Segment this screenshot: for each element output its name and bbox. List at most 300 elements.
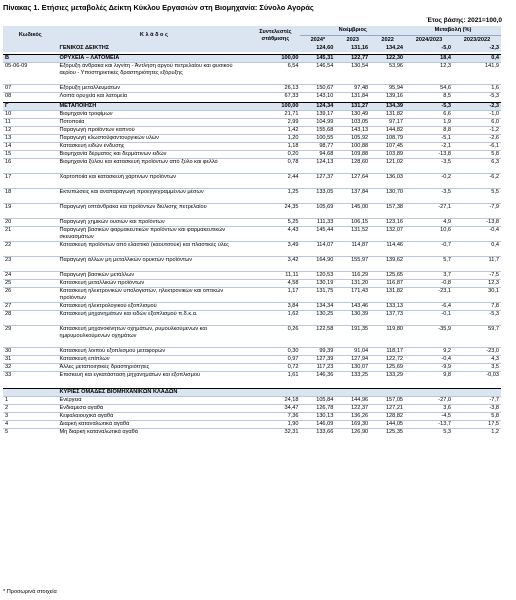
- cell-weight: 26,13: [250, 85, 300, 93]
- cell-2022: 139,62: [370, 257, 405, 272]
- cell-sector: Παραγωγή βασικών φαρμακευτικών προϊόντων και φαρμακευτικών σκευασμάτων: [57, 227, 250, 242]
- cell-change-2023-2022: 5,8: [453, 413, 501, 421]
- cell-2022: 122,30: [370, 55, 405, 63]
- cell-change-2024-2023: 3,7: [405, 272, 453, 280]
- cell-weight: 4,58: [250, 280, 300, 288]
- cell-change-2023-2022: -6,1: [453, 143, 501, 151]
- cell-change-2024-2023: 54,6: [405, 85, 453, 93]
- cell-weight: 11,11: [250, 272, 300, 280]
- cell-2022: 121,02: [370, 159, 405, 174]
- cell-2024: 99,39: [300, 348, 335, 356]
- cell-change-2023-2022: -0,4: [453, 227, 501, 242]
- cell-change-2023-2022: -2,6: [453, 135, 501, 143]
- cell-sector: Κατασκευή μεταλλικών προϊόντων: [57, 280, 250, 288]
- cell-2024: 124,60: [300, 45, 335, 52]
- header-2024-2023: 2024/2023: [405, 36, 453, 46]
- cell-sector: Διαρκή καταναλωτικά αγαθά: [57, 421, 250, 429]
- cell-2024: 100,55: [300, 135, 335, 143]
- cell-2023: 131,20: [335, 280, 370, 288]
- cell-change-2023-2022: [453, 389, 501, 397]
- cell-2024: 126,78: [300, 405, 335, 413]
- cell-2023: 131,27: [335, 103, 370, 111]
- cell-code: 14: [3, 143, 57, 151]
- cell-2024: 105,69: [300, 204, 335, 219]
- table-row: [3, 174, 501, 189]
- header-2023-2022: 2023/2022: [453, 36, 501, 46]
- cell-code: 20: [3, 219, 57, 227]
- cell-weight: 1,62: [250, 311, 300, 326]
- cell-code: 12: [3, 127, 57, 135]
- cell-change-2023-2022: 5,8: [453, 151, 501, 159]
- cell-2023: 127,64: [335, 174, 370, 189]
- cell-2023: 136,26: [335, 413, 370, 421]
- cell-change-2023-2022: -7,9: [453, 204, 501, 219]
- cell-2022: 128,82: [370, 413, 405, 421]
- cell-2024: 130,19: [300, 280, 335, 288]
- cell-2022: 139,16: [370, 93, 405, 101]
- cell-2023: 145,00: [335, 204, 370, 219]
- cell-2022: 125,69: [370, 364, 405, 372]
- cell-2022: 114,46: [370, 242, 405, 257]
- header-sector: Κ λ ά δ ο ς: [57, 26, 250, 45]
- cell-change-2024-2023: -0,1: [405, 311, 453, 326]
- table-row: [3, 159, 501, 174]
- cell-change-2023-2022: -2,3: [453, 45, 501, 52]
- cell-change-2023-2022: 30,1: [453, 288, 501, 303]
- cell-sector: Εξόρυξη άνθρακα και λιγνίτη - Άντληση αργού πετρελαίου και φυσικού αερίου - Υποστηρικτικές δραστηριότητες εξόρυξης: [57, 63, 250, 85]
- cell-change-2023-2022: 17,5: [453, 421, 501, 429]
- cell-2022: 157,38: [370, 204, 405, 219]
- cell-2022: 136,03: [370, 174, 405, 189]
- cell-sector: Κατασκευή επίπλων: [57, 356, 250, 364]
- cell-2022: 125,65: [370, 272, 405, 280]
- cell-code: 07: [3, 85, 57, 93]
- cell-change-2024-2023: 9,2: [405, 348, 453, 356]
- cell-sector: Άλλες μεταποιητικές δραστηριότητες: [57, 364, 250, 372]
- cell-2022: 97,17: [370, 119, 405, 127]
- cell-2023: 100,88: [335, 143, 370, 151]
- cell-2022: 127,21: [370, 405, 405, 413]
- cell-2023: 122,77: [335, 55, 370, 63]
- cell-weight: 3,49: [250, 242, 300, 257]
- cell-code: 16: [3, 159, 57, 174]
- cell-change-2023-2022: 1,6: [453, 85, 501, 93]
- table-row: [3, 356, 501, 364]
- cell-code: 3: [3, 413, 57, 421]
- cell-change-2024-2023: 8,8: [405, 127, 453, 135]
- table-row: [3, 189, 501, 204]
- cell-2024: 124,34: [300, 103, 335, 111]
- cell-code: 24: [3, 272, 57, 280]
- cell-2023: 143,13: [335, 127, 370, 135]
- table-row: [3, 326, 501, 348]
- cell-change-2023-2022: 0,4: [453, 242, 501, 257]
- cell-change-2024-2023: -0,8: [405, 280, 453, 288]
- cell-2024: 127,39: [300, 356, 335, 364]
- cell-2024: 94,68: [300, 151, 335, 159]
- table-row: [3, 127, 501, 135]
- cell-sector: ΓΕΝΙΚΟΣ ΔΕΙΚΤΗΣ: [57, 45, 250, 52]
- cell-code: 11: [3, 119, 57, 127]
- cell-2023: 109,88: [335, 151, 370, 159]
- cell-code: 22: [3, 242, 57, 257]
- cell-weight: 32,31: [250, 429, 300, 437]
- cell-change-2024-2023: -5,1: [405, 135, 453, 143]
- cell-2022: 118,17: [370, 348, 405, 356]
- cell-2024: 104,99: [300, 119, 335, 127]
- table-section-row: [3, 389, 501, 397]
- cell-change-2023-2022: -0,03: [453, 372, 501, 387]
- cell-sector: Ποτοποιία: [57, 119, 250, 127]
- cell-weight: 100,00: [250, 103, 300, 111]
- cell-2022: 134,24: [370, 45, 405, 52]
- table-row: [3, 151, 501, 159]
- cell-sector: Κατασκευή λοιπού εξοπλισμού μεταφορών: [57, 348, 250, 356]
- cell-code: 08: [3, 93, 57, 101]
- cell-weight: 3,42: [250, 257, 300, 272]
- cell-2023: 131,52: [335, 227, 370, 242]
- cell-change-2024-2023: -13,7: [405, 421, 453, 429]
- cell-2023: 155,97: [335, 257, 370, 272]
- cell-code: 13: [3, 135, 57, 143]
- cell-change-2024-2023: -0,4: [405, 356, 453, 364]
- cell-weight: 5,25: [250, 219, 300, 227]
- cell-2023: 103,05: [335, 119, 370, 127]
- cell-change-2023-2022: 5,5: [453, 189, 501, 204]
- cell-code: 23: [3, 257, 57, 272]
- cell-2022: 116,87: [370, 280, 405, 288]
- cell-weight: 0,72: [250, 364, 300, 372]
- cell-weight: 0,78: [250, 159, 300, 174]
- cell-change-2023-2022: -7,5: [453, 272, 501, 280]
- cell-weight: 0,97: [250, 356, 300, 364]
- cell-sector: Παραγωγή κλωστοϋφαντουργικών υλών: [57, 135, 250, 143]
- cell-code: 27: [3, 303, 57, 311]
- table-row: [3, 397, 501, 405]
- cell-code: 28: [3, 311, 57, 326]
- table-row: [3, 135, 501, 143]
- cell-weight: 67,33: [250, 93, 300, 101]
- cell-2022: 131,82: [370, 288, 405, 303]
- cell-2023: 106,15: [335, 219, 370, 227]
- cell-sector: Εκτυπώσεις και αναπαραγωγή προεγγεγραμμένων μέσων: [57, 189, 250, 204]
- cell-2023: 191,35: [335, 326, 370, 348]
- cell-2024: 117,23: [300, 364, 335, 372]
- table-row: [3, 364, 501, 372]
- cell-change-2024-2023: 5,7: [405, 257, 453, 272]
- cell-2022: 125,35: [370, 429, 405, 437]
- cell-sector: Παραγωγή χημικών ουσιών και προϊόντων: [57, 219, 250, 227]
- cell-sector: Παραγωγή άλλων μη μεταλλικών ορυκτών προϊόντων: [57, 257, 250, 272]
- cell-2022: 131,82: [370, 111, 405, 119]
- cell-sector: Κατασκευή μηχανημάτων και ειδών εξοπλισμού π.δ.κ.α.: [57, 311, 250, 326]
- cell-change-2023-2022: 1,2: [453, 429, 501, 437]
- cell-weight: 1,90: [250, 421, 300, 429]
- cell-2023: 91,04: [335, 348, 370, 356]
- cell-code: 1: [3, 397, 57, 405]
- cell-sector: Χαρτοποιία και κατασκευή χάρτινων προϊόντων: [57, 174, 250, 189]
- cell-2024: 130,25: [300, 311, 335, 326]
- cell-change-2024-2023: -23,1: [405, 288, 453, 303]
- cell-2022: 103,89: [370, 151, 405, 159]
- cell-2022: 133,29: [370, 372, 405, 387]
- cell-2023: [335, 389, 370, 397]
- cell-sector: Βιομηχανία τροφίμων: [57, 111, 250, 119]
- cell-change-2024-2023: -6,4: [405, 303, 453, 311]
- table-section-row: [3, 55, 501, 63]
- table-row: [3, 429, 501, 437]
- cell-change-2024-2023: -4,5: [405, 413, 453, 421]
- cell-2024: 133,66: [300, 429, 335, 437]
- cell-weight: 1,61: [250, 372, 300, 387]
- cell-2023: 131,16: [335, 45, 370, 52]
- cell-weight: [250, 389, 300, 397]
- cell-2022: 157,05: [370, 397, 405, 405]
- cell-sector: Παραγωγή προϊόντων καπνού: [57, 127, 250, 135]
- cell-code: 33: [3, 372, 57, 387]
- cell-change-2023-2022: -7,7: [453, 397, 501, 405]
- table-row: [3, 63, 501, 85]
- cell-2024: 164,90: [300, 257, 335, 272]
- cell-change-2024-2023: -2,1: [405, 143, 453, 151]
- cell-2022: 137,73: [370, 311, 405, 326]
- cell-sector: Βιομηχανία δέρματος και δερμάτινων ειδών: [57, 151, 250, 159]
- cell-2023: 105,92: [335, 135, 370, 143]
- cell-change-2024-2023: [405, 389, 453, 397]
- table-row: [3, 372, 501, 387]
- table-row: [3, 421, 501, 429]
- cell-2023: 144,96: [335, 397, 370, 405]
- table-section-row: [3, 103, 501, 111]
- table-row: [3, 348, 501, 356]
- cell-code: 18: [3, 189, 57, 204]
- cell-code: [3, 45, 57, 52]
- table-row: [3, 119, 501, 127]
- cell-sector: Κεφαλαιουχικά αγαθά: [57, 413, 250, 421]
- cell-2023: 127,94: [335, 356, 370, 364]
- table-row: [3, 111, 501, 119]
- cell-weight: 4,43: [250, 227, 300, 242]
- table-row: [3, 204, 501, 219]
- cell-code: 31: [3, 356, 57, 364]
- table-row: [3, 85, 501, 93]
- cell-2022: [370, 389, 405, 397]
- cell-2022: 144,05: [370, 421, 405, 429]
- cell-code: 5: [3, 429, 57, 437]
- cell-2024: 145,44: [300, 227, 335, 242]
- cell-sector: Ενέργεια: [57, 397, 250, 405]
- cell-sector: ΜΕΤΑΠΟΙΗΣΗ: [57, 103, 250, 111]
- table-row: [3, 219, 501, 227]
- cell-weight: 2,44: [250, 174, 300, 189]
- cell-code: 21: [3, 227, 57, 242]
- cell-change-2024-2023: 9,8: [405, 372, 453, 387]
- cell-code: 17: [3, 174, 57, 189]
- cell-2024: [300, 389, 335, 397]
- cell-2024: 127,37: [300, 174, 335, 189]
- cell-2024: 150,67: [300, 85, 335, 93]
- cell-2024: 130,13: [300, 413, 335, 421]
- cell-2024: 120,53: [300, 272, 335, 280]
- table-row: [3, 257, 501, 272]
- table-row: [3, 143, 501, 151]
- header-2024: 2024*: [300, 36, 335, 46]
- cell-2022: 53,96: [370, 63, 405, 85]
- cell-2023: 130,49: [335, 111, 370, 119]
- cell-2022: 107,45: [370, 143, 405, 151]
- cell-2023: 130,54: [335, 63, 370, 85]
- cell-weight: 100,00: [250, 55, 300, 63]
- header-change: Μεταβολή (%): [405, 26, 501, 36]
- cell-2022: 132,07: [370, 227, 405, 242]
- table-row: [3, 272, 501, 280]
- cell-change-2024-2023: -3,5: [405, 159, 453, 174]
- cell-change-2023-2022: 3,5: [453, 364, 501, 372]
- cell-2022: 119,80: [370, 326, 405, 348]
- cell-sector: Μη διαρκή καταναλωτικά αγαθά: [57, 429, 250, 437]
- cell-change-2024-2023: -0,7: [405, 242, 453, 257]
- cell-change-2024-2023: -35,9: [405, 326, 453, 348]
- cell-2022: 134,39: [370, 103, 405, 111]
- cell-2023: 169,30: [335, 421, 370, 429]
- cell-change-2024-2023: 18,4: [405, 55, 453, 63]
- cell-change-2024-2023: -9,9: [405, 364, 453, 372]
- cell-weight: 24,35: [250, 204, 300, 219]
- cell-2024: 146,54: [300, 63, 335, 85]
- cell-change-2023-2022: 6,3: [453, 159, 501, 174]
- cell-weight: 0,26: [250, 326, 300, 348]
- cell-change-2024-2023: 12,3: [405, 63, 453, 85]
- cell-change-2023-2022: -3,8: [453, 405, 501, 413]
- cell-weight: 1,20: [250, 135, 300, 143]
- table-row: [3, 303, 501, 311]
- cell-2024: 143,10: [300, 93, 335, 101]
- cell-change-2023-2022: 6,0: [453, 119, 501, 127]
- cell-sector: Ενδιάμεσα αγαθά: [57, 405, 250, 413]
- cell-code: 25: [3, 280, 57, 288]
- cell-sector: ΟΡΥΧΕΙΑ – ΛΑΤΟΜΕΙΑ: [57, 55, 250, 63]
- cell-code: 05-06-09: [3, 63, 57, 85]
- table-row: [3, 413, 501, 421]
- cell-2024: 146,36: [300, 372, 335, 387]
- cell-2024: 133,05: [300, 189, 335, 204]
- cell-change-2023-2022: 141,9: [453, 63, 501, 85]
- cell-2024: 146,09: [300, 421, 335, 429]
- cell-change-2023-2022: -1,2: [453, 127, 501, 135]
- cell-2022: 144,82: [370, 127, 405, 135]
- cell-weight: 6,54: [250, 63, 300, 85]
- cell-2023: 114,87: [335, 242, 370, 257]
- cell-change-2023-2022: -1,0: [453, 111, 501, 119]
- cell-change-2023-2022: 12,3: [453, 280, 501, 288]
- cell-code: 26: [3, 288, 57, 303]
- cell-code: 15: [3, 151, 57, 159]
- cell-2022: 122,72: [370, 356, 405, 364]
- table-row: [3, 288, 501, 303]
- cell-change-2023-2022: -6,2: [453, 174, 501, 189]
- cell-code: 19: [3, 204, 57, 219]
- cell-sector: Εξόρυξη μεταλλευμάτων: [57, 85, 250, 93]
- cell-change-2024-2023: -5,0: [405, 45, 453, 52]
- cell-weight: 1,42: [250, 127, 300, 135]
- cell-2023: 143,46: [335, 303, 370, 311]
- header-weight: Συντελεστές στάθμισης: [250, 26, 300, 45]
- cell-2024: 98,77: [300, 143, 335, 151]
- cell-change-2023-2022: -23,0: [453, 348, 501, 356]
- table-body: [3, 45, 501, 436]
- cell-change-2024-2023: -27,0: [405, 397, 453, 405]
- cell-2023: 122,37: [335, 405, 370, 413]
- cell-change-2024-2023: -5,3: [405, 103, 453, 111]
- turnover-index-table: [3, 26, 501, 436]
- cell-weight: 34,47: [250, 405, 300, 413]
- cell-weight: 0,30: [250, 348, 300, 356]
- cell-change-2023-2022: 4,3: [453, 356, 501, 364]
- table-header: [3, 26, 501, 45]
- table-row: [3, 93, 501, 101]
- header-code: Κωδικός: [3, 26, 57, 45]
- cell-change-2023-2022: -13,8: [453, 219, 501, 227]
- cell-code: 29: [3, 326, 57, 348]
- cell-sector: Κατασκευή ηλεκτρολογικού εξοπλισμού: [57, 303, 250, 311]
- table-title: Πίνακας 1. Ετήσιες μεταβολές Δείκτη Κύκλου Εργασιών στη Βιομηχανία: Σύνολο Αγοράς: [3, 3, 314, 12]
- cell-2023: 137,84: [335, 189, 370, 204]
- cell-sector: Επισκευή και εγκατάσταση μηχανημάτων και εξοπλισμού: [57, 372, 250, 387]
- cell-2023: 116,29: [335, 272, 370, 280]
- cell-2024: 155,68: [300, 127, 335, 135]
- cell-weight: 1,17: [250, 288, 300, 303]
- cell-code: Γ: [3, 103, 57, 111]
- cell-sector: Βιομηχανία ξύλου και κατασκευή προϊόντων από ξύλο και φελλό: [57, 159, 250, 174]
- cell-change-2023-2022: -2,3: [453, 103, 501, 111]
- header-2022: 2022: [370, 36, 405, 46]
- cell-sector: Κατασκευή ειδών ένδυσης: [57, 143, 250, 151]
- cell-2022: 123,16: [370, 219, 405, 227]
- cell-change-2023-2022: -5,3: [453, 93, 501, 101]
- cell-weight: 1,18: [250, 143, 300, 151]
- cell-weight: 0,20: [250, 151, 300, 159]
- cell-code: 4: [3, 421, 57, 429]
- cell-change-2024-2023: 5,3: [405, 429, 453, 437]
- cell-2024: 124,13: [300, 159, 335, 174]
- cell-code: 10: [3, 111, 57, 119]
- footnote: * Προσωρινά στοιχεία: [3, 589, 57, 595]
- cell-code: [3, 389, 57, 397]
- table-row: [3, 405, 501, 413]
- cell-2023: 130,39: [335, 311, 370, 326]
- table-row: [3, 227, 501, 242]
- cell-2023: 130,07: [335, 364, 370, 372]
- cell-sector: ΚΥΡΙΕΣ ΟΜΑΔΕΣ ΒΙΟΜΗΧΑΝΙΚΩΝ ΚΛΑΔΩΝ: [57, 389, 250, 397]
- cell-2024: 105,84: [300, 397, 335, 405]
- cell-change-2023-2022: 0,4: [453, 55, 501, 63]
- cell-change-2024-2023: 8,5: [405, 93, 453, 101]
- cell-weight: 2,99: [250, 119, 300, 127]
- cell-code: B: [3, 55, 57, 63]
- cell-2024: 111,33: [300, 219, 335, 227]
- cell-2022: 130,70: [370, 189, 405, 204]
- cell-2022: 108,79: [370, 135, 405, 143]
- header-november: Νοέμβριος: [300, 26, 405, 36]
- cell-sector: Κατασκευή μηχανοκίνητων οχημάτων, ρυμουλκούμενων και ημιρυμουλκούμενων οχημάτων: [57, 326, 250, 348]
- table-section-row: [3, 45, 501, 52]
- cell-code: 2: [3, 405, 57, 413]
- cell-change-2023-2022: 11,7: [453, 257, 501, 272]
- cell-2023: 171,43: [335, 288, 370, 303]
- cell-sector: Κατασκευή ηλεκτρονικών υπολογιστών, ηλεκτρονικών και οπτικών προϊόντων: [57, 288, 250, 303]
- cell-2024: 134,34: [300, 303, 335, 311]
- cell-change-2024-2023: -0,2: [405, 174, 453, 189]
